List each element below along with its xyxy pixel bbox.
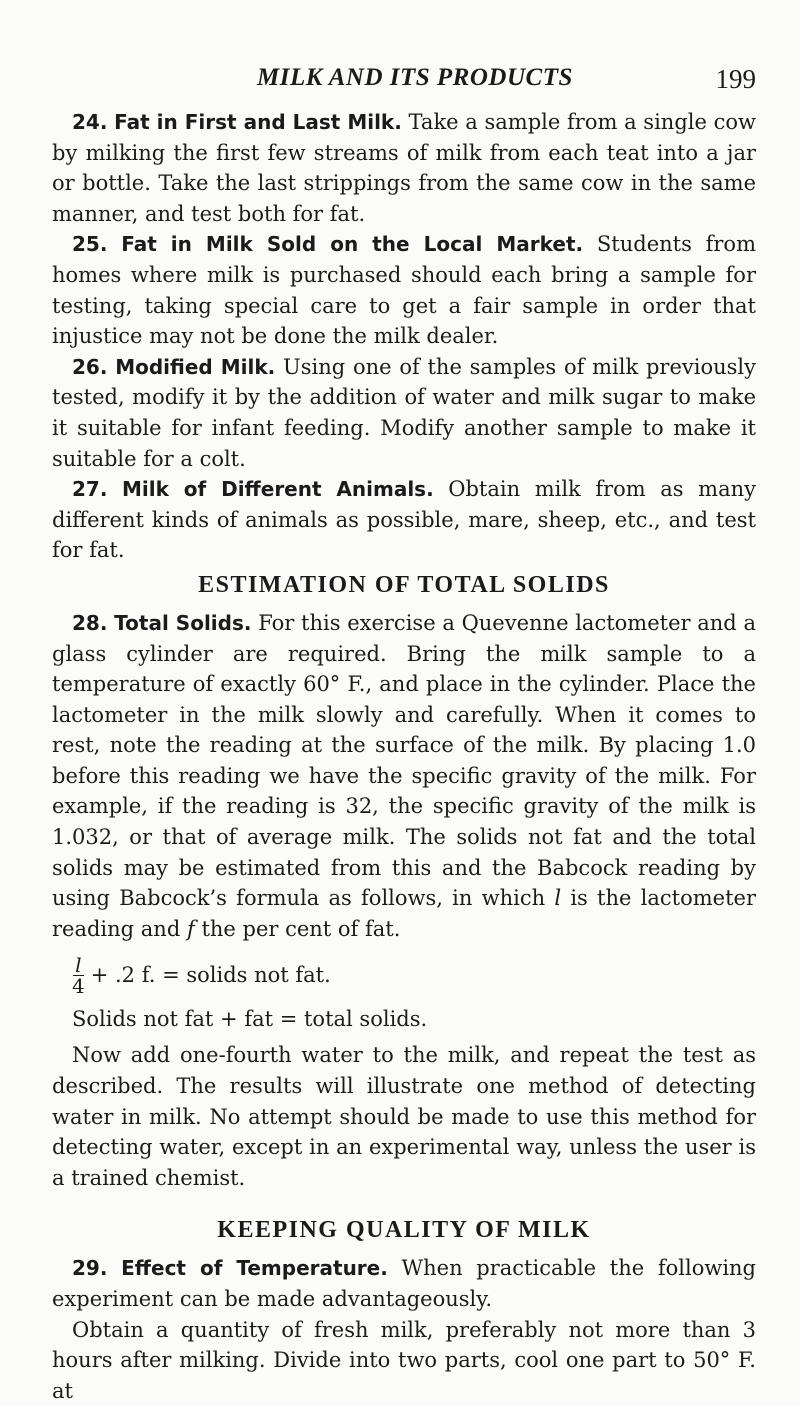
paragraph-text-mid: is the lactometer reading and	[52, 886, 756, 941]
paragraph-text: Now add one-fourth water to the milk, and repeat the test as described. The results will illustrate one method of detecting water in milk. No attempt should be made to use this method for detecting water, except in an experimental way, unless the user is a trained chemist.	[52, 1043, 756, 1190]
paragraph-title: Milk of Different Animals.	[122, 477, 434, 502]
paragraph-number: 25.	[72, 232, 108, 257]
paragraph-24	[52, 107, 756, 229]
paragraph-title: Fat in First and Last Milk.	[114, 110, 402, 134]
paragraph-29	[52, 1253, 756, 1314]
fraction-denominator: 4	[72, 973, 85, 998]
formula-total-solids: Solids not fat + fat = total solids.	[72, 1007, 428, 1032]
body-text	[52, 107, 756, 1406]
paragraph-number: 28.	[72, 610, 108, 635]
page-number: 199	[715, 64, 756, 94]
paragraph-title: Fat in Milk Sold on the Local Market.	[121, 232, 584, 257]
paragraph-text: Obtain milk from as many different kinds of animals as possible, mare, sheep, etc., and test for fat.	[52, 477, 756, 563]
paragraph-number: 29.	[72, 1256, 108, 1281]
fraction-numerator: l	[75, 952, 82, 977]
paragraph-29-continued	[52, 1315, 756, 1406]
paragraph-title: Effect of Temperature.	[121, 1256, 388, 1281]
paragraph-27	[52, 474, 756, 566]
paragraph-text: Take a sample from a single cow by milking the first few streams of milk from each teat into a jar or bottle. Take the last strippings from the same cow in the same manner, and test both for fat.	[52, 110, 756, 226]
paragraph-number: 24.	[72, 110, 108, 134]
paragraph-28-continued	[52, 1040, 756, 1193]
paragraph-text: Using one of the samples of milk previously tested, modify it by the addition of water and milk sugar to make it suitable for infant feeding. Modify another sample to make it suitable for a colt.	[52, 354, 756, 471]
formula-solids-not-fat	[72, 948, 756, 1002]
paragraph-text-end: the per cent of fat.	[201, 916, 401, 941]
running-head	[0, 64, 800, 94]
babcock-formula	[72, 948, 756, 1036]
variable-l: l	[554, 886, 562, 911]
section-heading-keeping-quality: KEEPING QUALITY OF MILK	[217, 1217, 591, 1244]
paragraph-26	[52, 352, 756, 474]
paragraph-text: Students from homes where milk is purchased should each bring a sample for testing, taking special care to get a fair sample in order that injustice may not be done the milk dealer.	[52, 232, 756, 349]
paragraph-text: For this exercise a Quevenne lactometer and a glass cylinder are required. Bring the milk sample to a temperature of exactly 60° F., and place in the cylinder. Place the lactometer in the milk slowly and carefully. When it comes to rest, note the reading at the surface of the milk. By placing 1.0 before this reading we have the specific gravity of the milk. For example, if the reading is 32, the specific gravity of the milk is 1.032, or that of average milk. The solids not fat and the total solids may be estimated from this and the Babcock reading by using Babcock’s formula as follows, in which	[52, 610, 756, 911]
fraction	[72, 952, 85, 998]
variable-f: f	[186, 916, 195, 941]
paragraph-number: 27.	[72, 477, 108, 502]
paragraph-title: Total Solids.	[114, 610, 252, 635]
paragraph-number: 26.	[72, 354, 108, 379]
paragraph-text: When practicable the following experiment can be made advantageously.	[52, 1256, 757, 1311]
section-heading-total-solids: ESTIMATION OF TOTAL SOLIDS	[198, 571, 610, 598]
paragraph-text: Obtain a quantity of fresh milk, preferably not more than 3 hours after milking. Divide into two parts, cool one part to 50° F. at	[52, 1317, 756, 1403]
paragraph-25	[52, 229, 756, 351]
formula-rest: + .2 f. = solids not fat.	[90, 963, 331, 988]
paragraph-title: Modified Milk.	[115, 354, 276, 379]
paragraph-28	[52, 608, 756, 945]
running-title: MILK AND ITS PRODUCTS	[257, 64, 573, 91]
